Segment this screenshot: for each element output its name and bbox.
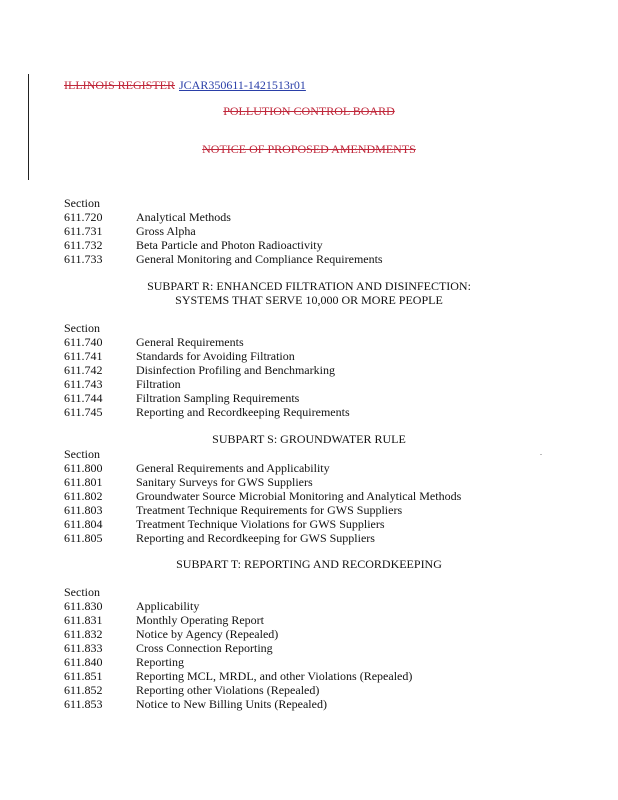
subpart-r-heading: SUBPART R: ENHANCED FILTRATION AND DISINFECTION: <box>147 279 471 293</box>
register-name: ILLINOIS REGISTER <box>64 78 175 92</box>
section-title: Treatment Technique Violations for GWS Suppliers <box>136 517 385 531</box>
section-number: 611.732 <box>64 238 103 252</box>
section-title: Beta Particle and Photon Radioactivity <box>136 238 323 252</box>
section-title: Cross Connection Reporting <box>136 641 273 655</box>
section-number: 611.852 <box>64 683 103 697</box>
section-title: Reporting MCL, MRDL, and other Violations (Repealed) <box>136 669 413 683</box>
section-title: Notice to New Billing Units (Repealed) <box>136 697 327 711</box>
section-number: 611.851 <box>64 669 103 683</box>
section-label: Section <box>64 447 100 461</box>
section-number: 611.805 <box>64 531 103 545</box>
section-title: Reporting and Recordkeeping Requirements <box>136 405 350 419</box>
register-header <box>64 78 306 93</box>
section-title: Monthly Operating Report <box>136 613 264 627</box>
section-title: Treatment Technique Requirements for GWS Suppliers <box>136 503 403 517</box>
section-title: Sanitary Surveys for GWS Suppliers <box>136 475 313 489</box>
section-title: Standards for Avoiding Filtration <box>136 349 295 363</box>
section-number: 611.744 <box>64 391 103 405</box>
section-title: Groundwater Source Microbial Monitoring and Analytical Methods <box>136 489 462 503</box>
notice-title: NOTICE OF PROPOSED AMENDMENTS <box>202 142 416 156</box>
subpart-t-heading: SUBPART T: REPORTING AND RECORDKEEPING <box>176 557 442 571</box>
section-number: 611.740 <box>64 335 103 349</box>
scan-speck <box>540 454 542 455</box>
board-name: POLLUTION CONTROL BOARD <box>223 104 395 118</box>
section-label: Section <box>64 585 100 599</box>
section-title: General Requirements and Applicability <box>136 461 330 475</box>
section-number: 611.831 <box>64 613 103 627</box>
section-number: 611.720 <box>64 210 103 224</box>
section-title: Notice by Agency (Repealed) <box>136 627 279 641</box>
section-number: 611.745 <box>64 405 103 419</box>
section-title: Filtration Sampling Requirements <box>136 391 300 405</box>
section-number: 611.800 <box>64 461 103 475</box>
section-title: Applicability <box>136 599 200 613</box>
section-number: 611.741 <box>64 349 103 363</box>
section-number: 611.832 <box>64 627 103 641</box>
section-title: Reporting other Violations (Repealed) <box>136 683 320 697</box>
section-number: 611.743 <box>64 377 103 391</box>
section-title: Filtration <box>136 377 181 391</box>
section-number: 611.801 <box>64 475 103 489</box>
section-number: 611.853 <box>64 697 103 711</box>
section-title: Disinfection Profiling and Benchmarking <box>136 363 335 377</box>
section-number: 611.804 <box>64 517 103 531</box>
section-number: 611.830 <box>64 599 103 613</box>
revision-change-bar <box>28 74 29 180</box>
section-number: 611.742 <box>64 363 103 377</box>
section-title: Analytical Methods <box>136 210 231 224</box>
section-number: 611.840 <box>64 655 103 669</box>
section-title: Reporting <box>136 655 184 669</box>
section-number: 611.802 <box>64 489 103 503</box>
section-number: 611.731 <box>64 224 103 238</box>
jcar-reference: JCAR350611-1421513r01 <box>179 78 306 92</box>
section-title: Gross Alpha <box>136 224 196 238</box>
section-number: 611.733 <box>64 252 103 266</box>
section-number: 611.833 <box>64 641 103 655</box>
subpart-s-heading: SUBPART S: GROUNDWATER RULE <box>212 432 406 446</box>
subpart-r-heading-line2: SYSTEMS THAT SERVE 10,000 OR MORE PEOPLE <box>175 293 443 307</box>
section-title: Reporting and Recordkeeping for GWS Suppliers <box>136 531 375 545</box>
section-label: Section <box>64 321 100 335</box>
section-title: General Requirements <box>136 335 244 349</box>
section-title: General Monitoring and Compliance Requirements <box>136 252 383 266</box>
section-label: Section <box>64 196 100 210</box>
section-number: 611.803 <box>64 503 103 517</box>
